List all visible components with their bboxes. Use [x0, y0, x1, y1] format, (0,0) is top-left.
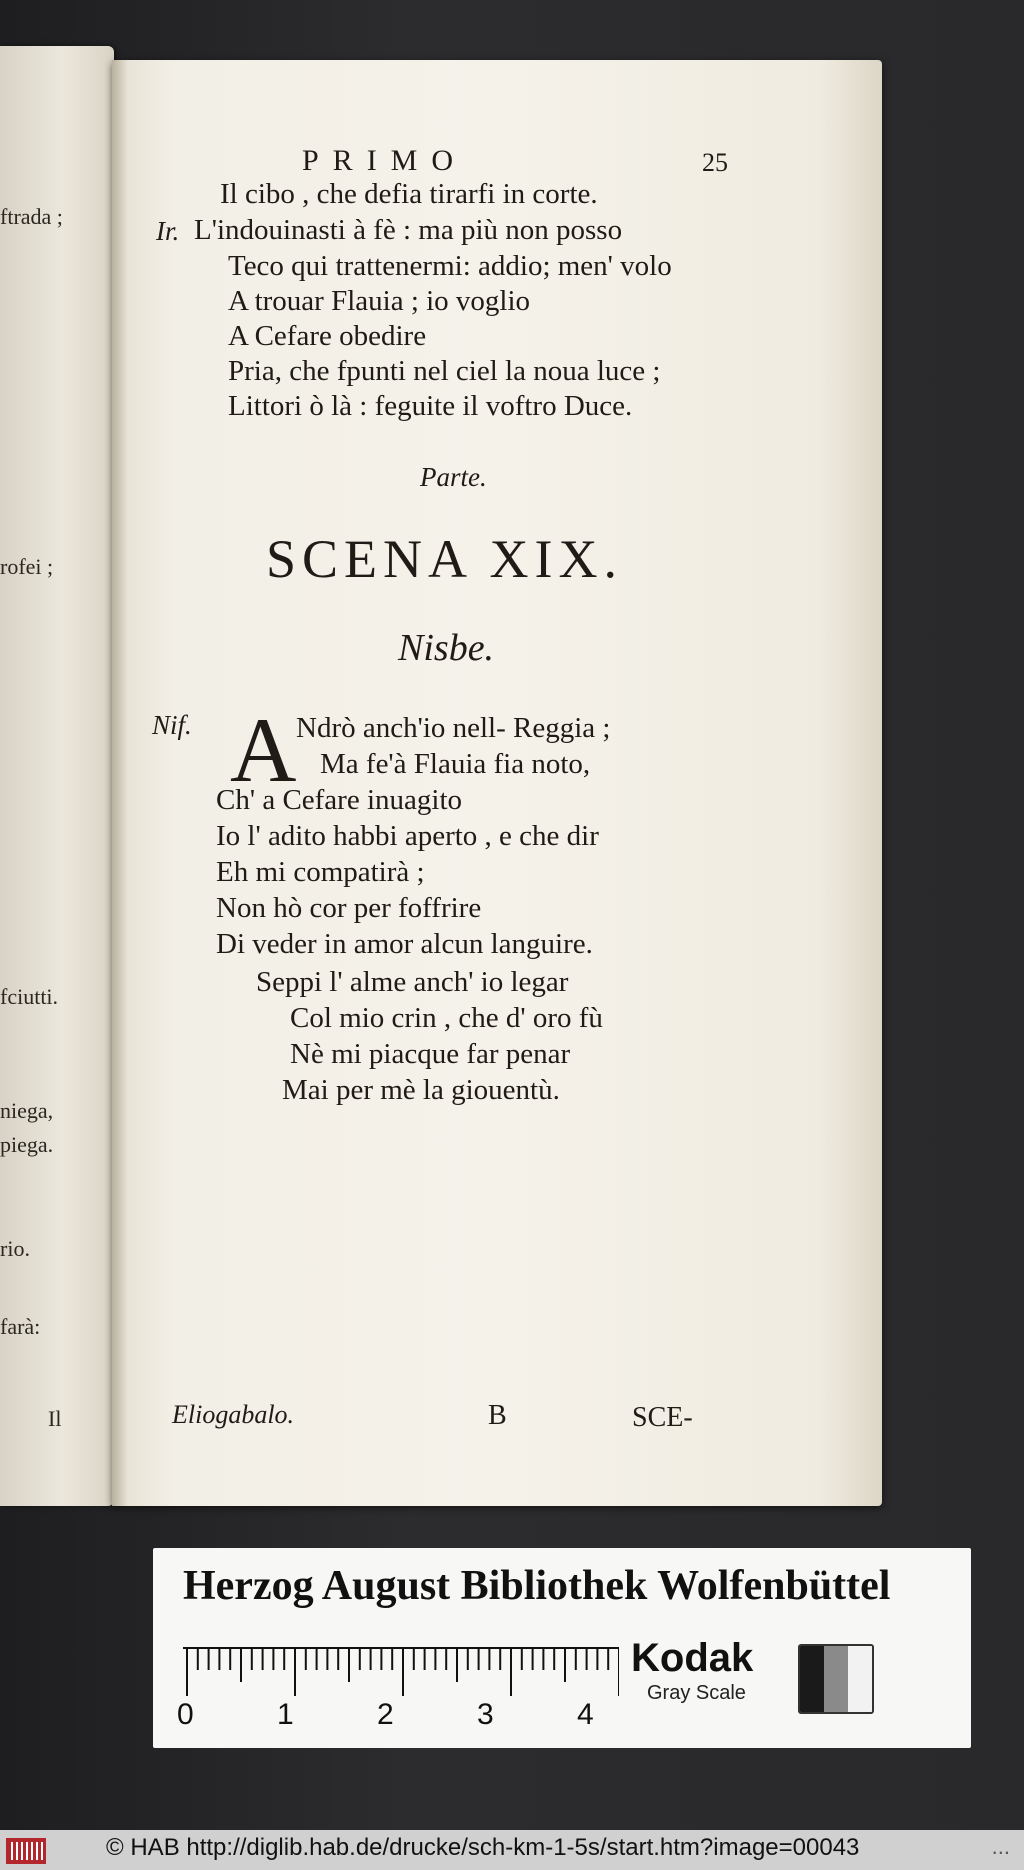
verse-line: Il cibo , che defia tirarfi in corte. [220, 178, 598, 210]
left-page-fragment: piega. [0, 1132, 54, 1157]
ruler-number: 0 [177, 1698, 194, 1731]
gray-swatch [824, 1646, 848, 1712]
page-binding-shadow [112, 60, 128, 1506]
gray-swatch [800, 1646, 824, 1712]
aria-line: Col mio crin , che d' oro fù [290, 1002, 603, 1034]
verse-line: Di veder in amor alcun languire. [216, 928, 593, 960]
verse-line: A trouar Flauia ; io voglio [228, 285, 531, 317]
left-page-fragment: rio. [0, 1236, 30, 1261]
catchword: SCE- [632, 1402, 693, 1433]
kodak-brand: Kodak [631, 1636, 754, 1680]
verse-line: Teco qui trattenermi: addio; men' volo [228, 250, 672, 282]
ruler-number: 4 [577, 1698, 594, 1731]
character-name: Nisbe. [398, 627, 495, 669]
gray-scale-label: Gray Scale [647, 1682, 746, 1704]
aria-line: Nè mi piacque far penar [290, 1038, 571, 1070]
speaker-tag: Nif. [152, 710, 192, 740]
left-page-fragment: farà: [0, 1314, 41, 1339]
page-number: 25 [702, 148, 728, 177]
ruler-number: 1 [277, 1698, 294, 1731]
signature-mark: B [488, 1400, 507, 1431]
verse-line: A Cefare obedire [228, 320, 427, 352]
running-head: PRIMO [302, 144, 468, 177]
scale-card [153, 1548, 971, 1748]
left-page-fragment: fciutti. [0, 984, 59, 1009]
speaker-tag: Ir. [156, 216, 180, 246]
left-page-fragment: Il [48, 1406, 62, 1431]
more-menu-icon[interactable]: ... [991, 1834, 1010, 1859]
hab-logo-icon [6, 1838, 46, 1864]
verse-line: L'indouinasti à fè : ma più non posso [194, 214, 623, 246]
copyright-caption: © HAB http://diglib.hab.de/drucke/sch-km-1-5s/start.htm?image=00043 [106, 1834, 860, 1861]
caption-bar [0, 1830, 1024, 1870]
ruler-number: 3 [477, 1698, 494, 1731]
verse-line: Eh mi compatirà ; [216, 856, 425, 888]
ruler-scale [183, 1640, 619, 1696]
left-page-fragment: ftrada ; [0, 204, 63, 229]
left-page-fragment: niega, [0, 1098, 54, 1123]
card-title: Herzog August Bibliothek Wolfenbüttel [183, 1563, 891, 1609]
footer-title: Eliogabalo. [172, 1400, 295, 1429]
stage-direction: Parte. [420, 462, 487, 492]
left-page-edge [0, 46, 114, 1506]
scene-title: SCENA XIX. [266, 529, 624, 589]
ruler-number: 2 [377, 1698, 394, 1731]
verse-line: Io l' adito habbi aperto , e che dir [216, 820, 599, 852]
left-page-fragment: rofei ; [0, 554, 54, 579]
verse-line: Ch' a Cefare inuagito [216, 784, 463, 816]
aria-line: Mai per mè la giouentù. [282, 1074, 560, 1106]
gray-swatch [848, 1646, 872, 1712]
verse-line: Littori ò là : feguite il voftro Duce. [228, 390, 633, 422]
verse-line: Non hò cor per foffrire [216, 892, 482, 924]
aria-line: Seppi l' alme anch' io legar [256, 966, 569, 998]
gray-swatches [798, 1644, 874, 1714]
verse-line: Ndrò anch'io nell- Reggia ; [296, 712, 611, 744]
book-page [112, 60, 882, 1506]
drop-cap: A [230, 699, 297, 801]
verse-line: Pria, che fpunti nel ciel la noua luce ; [228, 355, 661, 387]
verse-line: Ma fe'à Flauia fia noto, [320, 748, 591, 780]
